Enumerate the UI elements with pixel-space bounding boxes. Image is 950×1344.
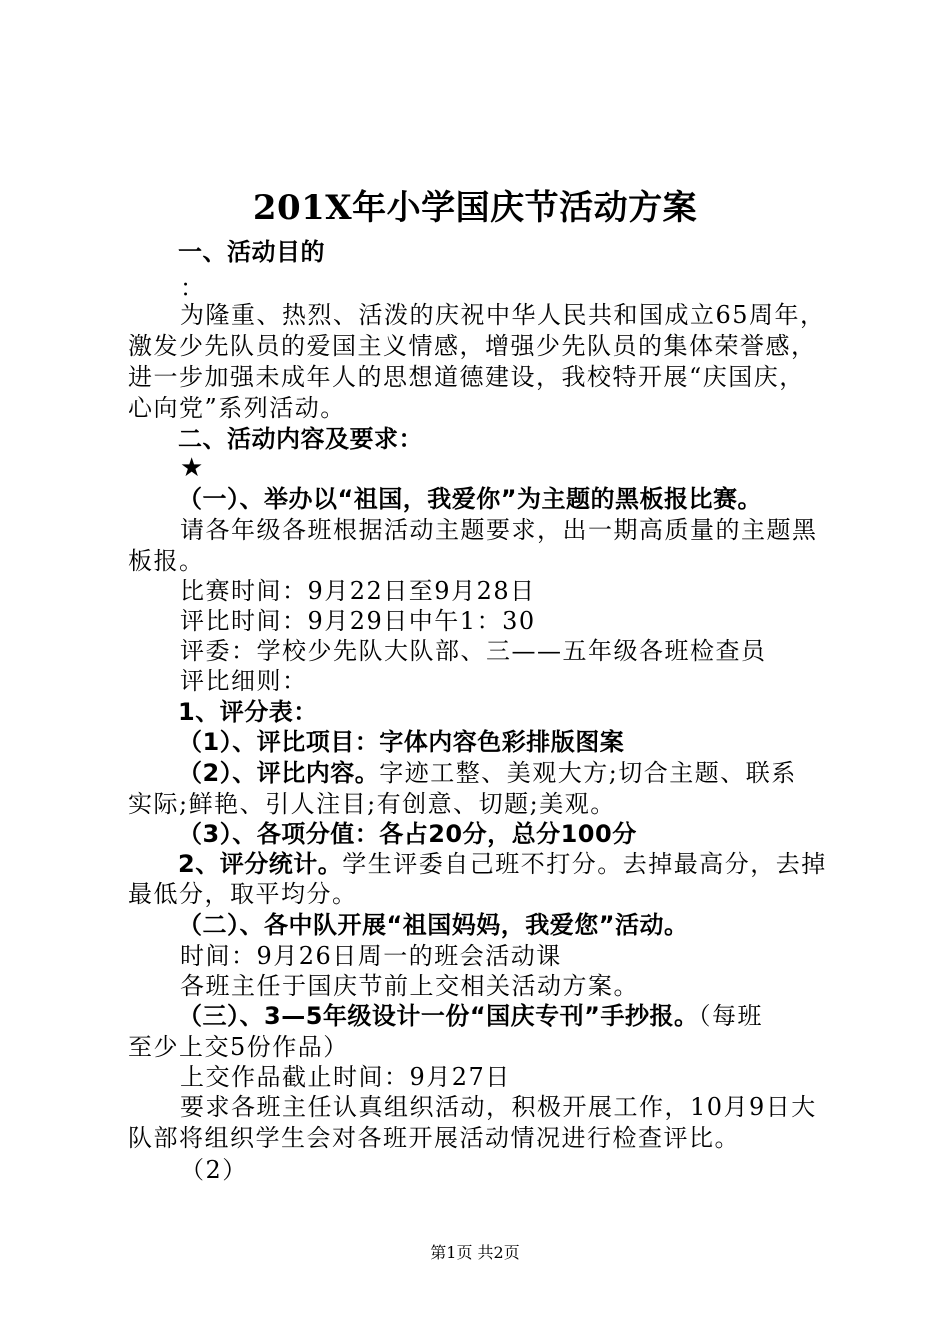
subsection-heading-3-note: （每班 <box>698 1002 763 1030</box>
subsection-heading-1: （一）、举办以“祖国，我爱你”为主题的黑板报比赛。 <box>178 485 763 513</box>
paragraph-line: 队部将组织学生会对各班开展活动情况进行检查评比。 <box>128 1124 740 1152</box>
paragraph-line: 实际;鲜艳、引人注目;有创意、切题;美观。 <box>128 790 616 818</box>
star-icon: ★ <box>180 453 205 483</box>
document-title: 201X年小学国庆节活动方案 <box>252 188 698 228</box>
list-heading: 1、评分表： <box>178 698 318 726</box>
paragraph-line: 板报。 <box>128 547 205 575</box>
list-item <box>178 848 827 880</box>
list-item: （1）、评比项目：字体内容色彩排版图案 <box>178 728 625 756</box>
paragraph-line: 为隆重、热烈、活泼的庆祝中华人民共和国成立65周年， <box>180 301 826 329</box>
paragraph-line: 要求各班主任认真组织活动，积极开展工作，10月9日大 <box>180 1093 817 1121</box>
list-item: （3）、各项分值：各占20分，总分100分 <box>178 820 637 848</box>
page-footer: 第1页 共2页 <box>430 1243 520 1262</box>
paragraph-line: 比赛时间：9月22日至9月28日 <box>180 577 536 605</box>
paragraph-line: 评委：学校少先队大队部、三——五年级各班检查员 <box>180 637 767 665</box>
list-item-text: 字迹工整、美观大方;切合主题、联系 <box>379 759 797 787</box>
paragraph-line: 进一步加强未成年人的思想道德建设，我校特开展“庆国庆， <box>128 363 805 391</box>
paragraph-line: 请各年级各班根据活动主题要求，出一期高质量的主题黑 <box>180 516 818 544</box>
paragraph-line: 各班主任于国庆节前上交相关活动方案。 <box>180 972 639 1000</box>
subsection-heading-2: （二）、各中队开展“祖国妈妈，我爱您”活动。 <box>178 911 689 939</box>
paragraph-line: 时间：9月26日周一的班会活动课 <box>180 942 562 970</box>
paragraph-line: 评比时间：9月29日中午1：30 <box>180 607 536 635</box>
paragraph-line: 最低分，取平均分。 <box>128 880 358 908</box>
paragraph-line: （2） <box>180 1156 248 1184</box>
list-item-label: 2、评分统计。 <box>178 850 343 878</box>
paragraph-line: 心向党”系列活动。 <box>128 394 346 422</box>
list-item-label: （2）、评比内容。 <box>178 759 380 787</box>
paragraph-line: 评比细则： <box>180 667 308 695</box>
section-heading-2: 二、活动内容及要求： <box>178 425 423 453</box>
paragraph-line: 至少上交5份作品） <box>128 1033 349 1061</box>
subsection-heading-3 <box>178 1000 763 1032</box>
colon-line: ： <box>180 274 206 302</box>
list-item-text: 学生评委自己班不打分。去掉最高分，去掉 <box>342 850 827 878</box>
list-item <box>178 757 797 789</box>
paragraph-line: 激发少先队员的爱国主义情感，增强少先队员的集体荣誉感， <box>128 332 817 360</box>
paragraph-line: 上交作品截止时间：9月27日 <box>180 1063 511 1091</box>
section-heading-1: 一、活动目的 <box>178 238 325 266</box>
subsection-heading-3-label: （三）、3—5年级设计一份“国庆专刊”手抄报。 <box>178 1002 699 1030</box>
